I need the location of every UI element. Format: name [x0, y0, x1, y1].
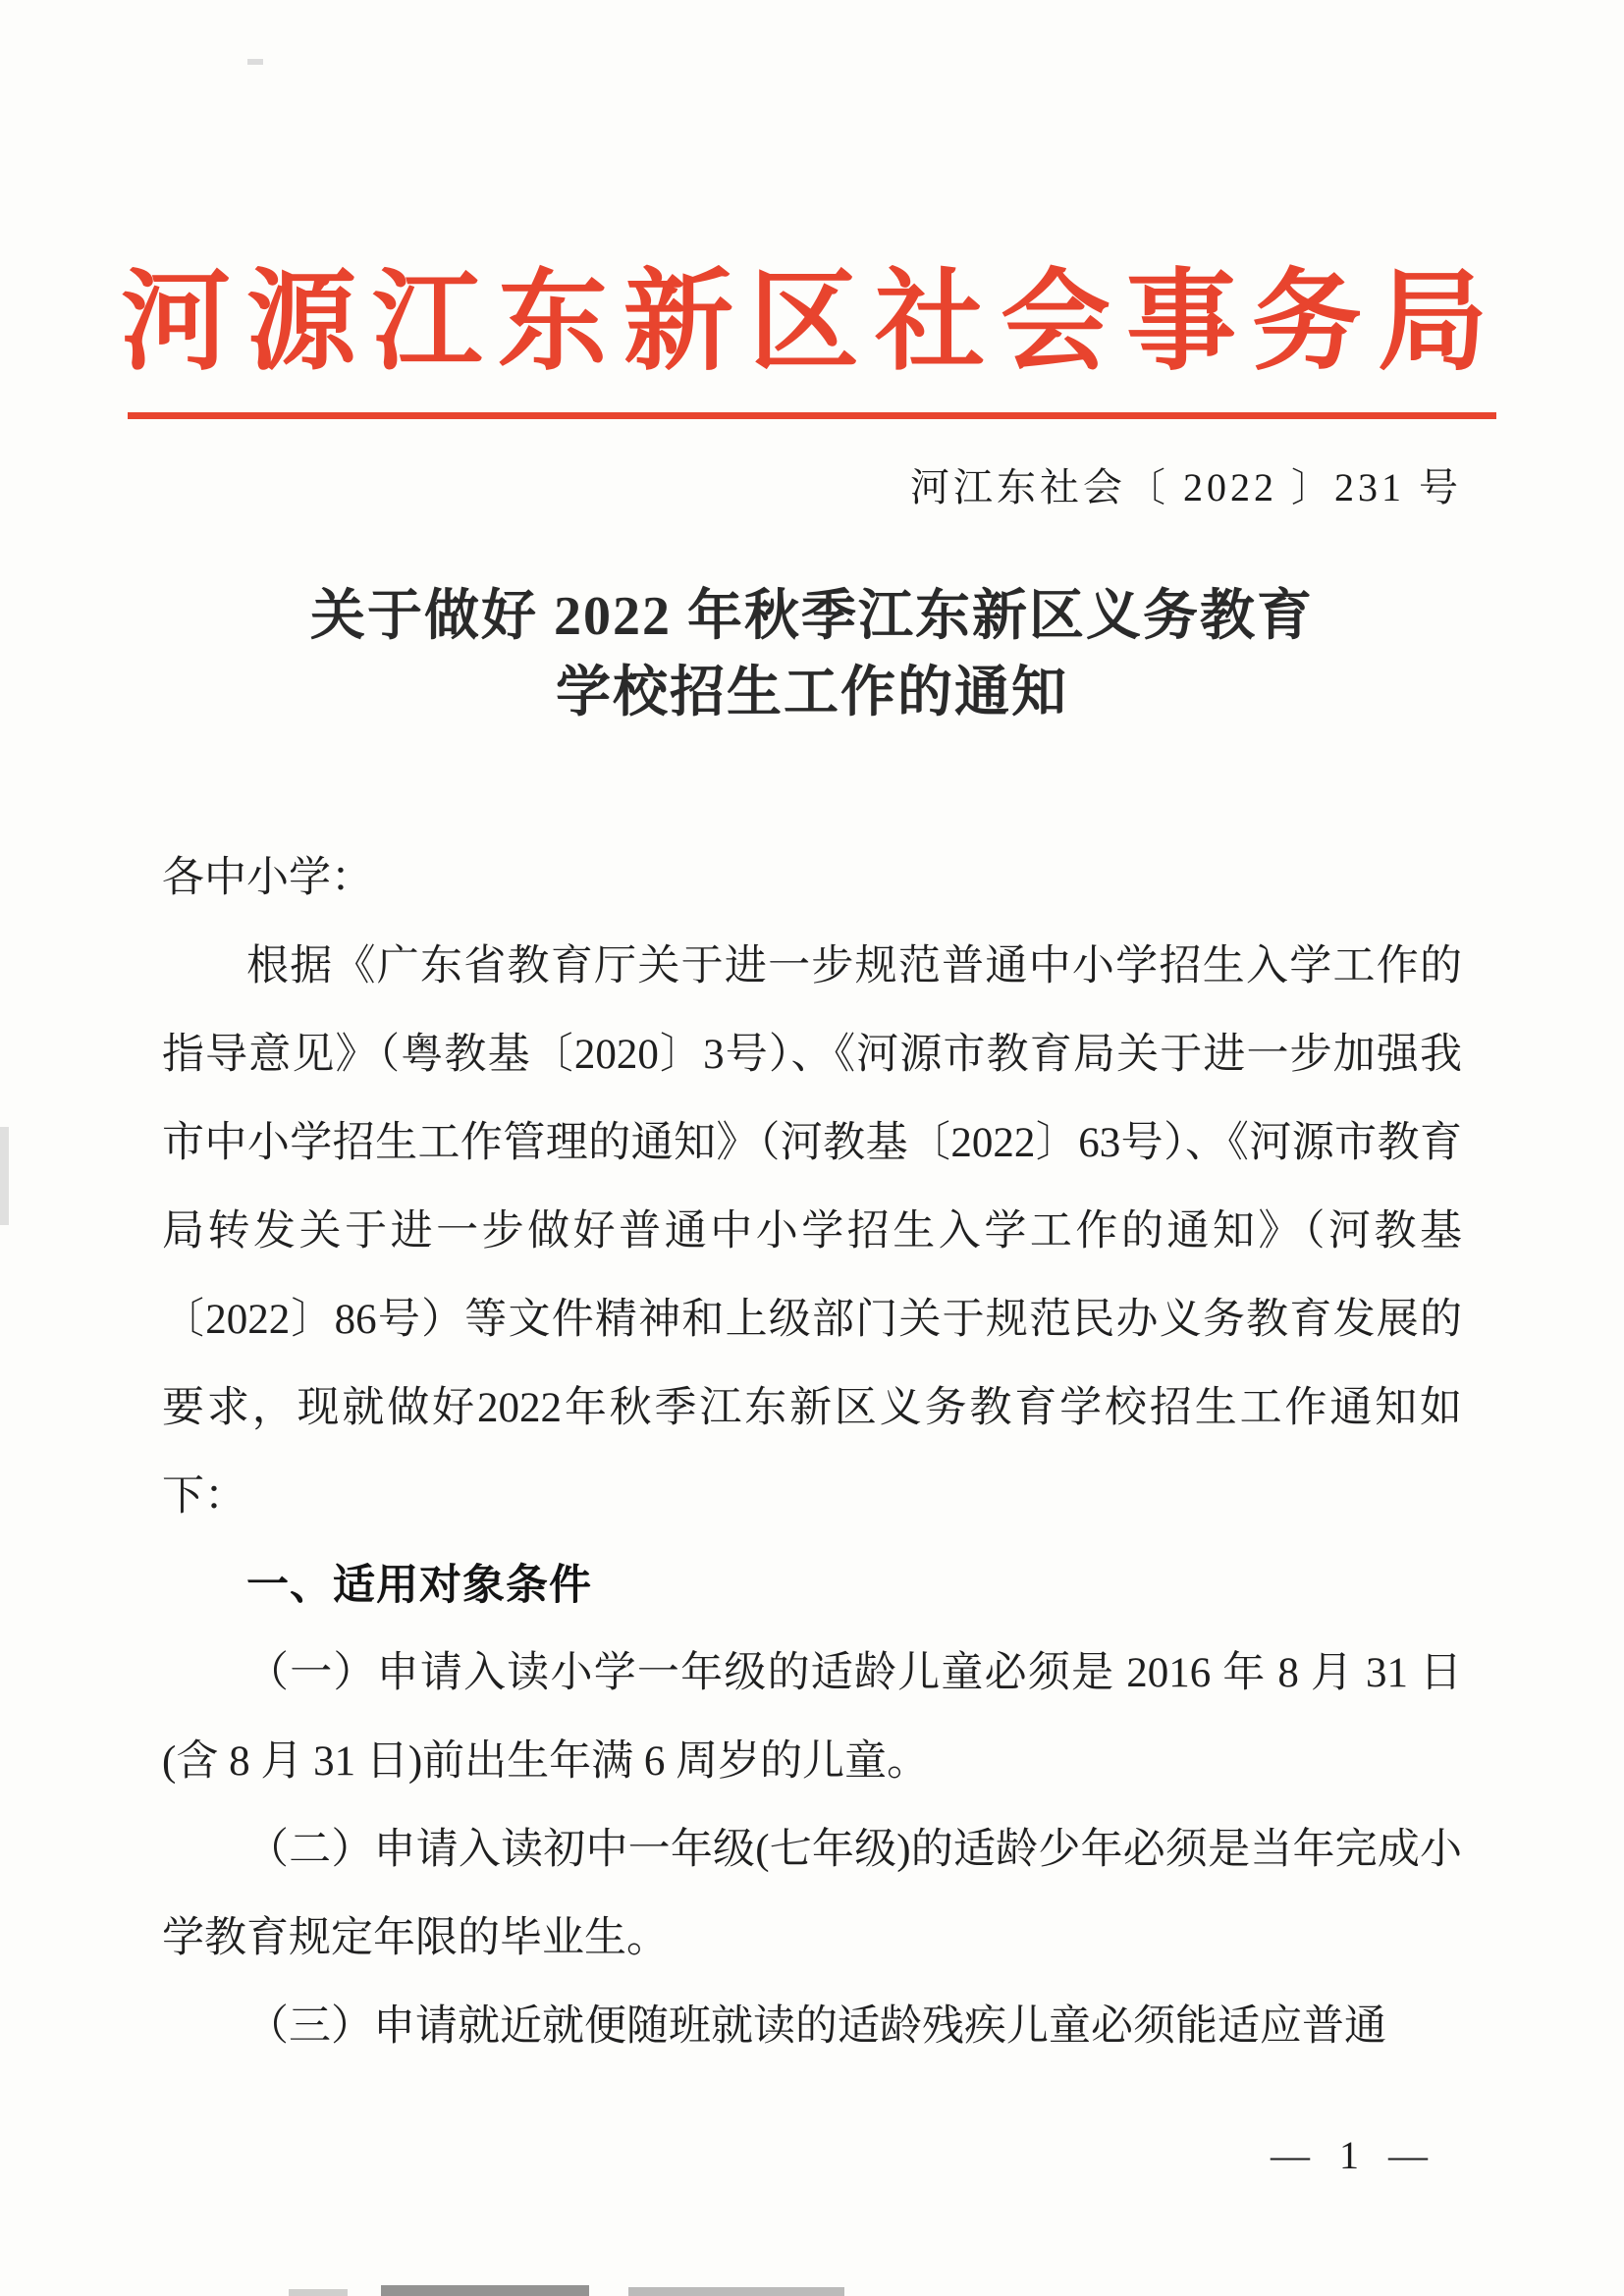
condition-item-2: （二）申请入读初中一年级(七年级)的适龄少年必须是当年完成小学教育规定年限的毕业生。	[162, 1826, 1462, 1961]
salutation: 各中小学：	[162, 854, 373, 901]
condition-item-3: （三）申请就近就便随班就读的适龄残疾儿童必须能适应普通	[246, 2002, 1386, 2050]
scan-artifact-left-strip	[0, 1127, 9, 1225]
document-reference-number: 河江东社会〔 2022 〕231 号	[910, 465, 1462, 510]
section1-heading: 一、适用对象条件	[246, 1561, 592, 1609]
document-title	[162, 579, 1462, 731]
scan-artifact-bottom-smudge	[628, 2287, 844, 2296]
page-number: — 1 —	[1271, 2133, 1437, 2177]
document-body	[162, 834, 1462, 2071]
header-divider-line	[128, 412, 1496, 419]
agency-header-title: 河源江东新区社会事务局	[121, 262, 1503, 384]
condition-item-1: （一）申请入读小学一年级的适龄儿童必须是 2016 年 8 月 31 日(含 8 月 31 日)前出生年满 6 周岁的儿童。	[162, 1649, 1462, 1785]
document-title-line2: 学校招生工作的通知	[556, 662, 1068, 723]
scan-artifact-bottom-smudge	[381, 2285, 589, 2296]
intro-paragraph: 根据《广东省教育厅关于进一步规范普通中小学招生入学工作的指导意见》（粤教基〔2020〕3号）、《河源市教育局关于进一步加强我市中小学招生工作管理的通知》（河教基〔2022〕63号）、《河源市教育局转发关于进一步做好普通中小学招生入学工作的通知》（河教基〔2022〕86号）等文件精神和上级部门关于规范民办义务教育发展的要求，现就做好2022年秋季江东新区义务教育学校招生工作通知如下：	[162, 942, 1462, 1520]
document-title-line1: 关于做好 2022 年秋季江东新区义务教育	[310, 586, 1314, 648]
scan-artifact-speck	[247, 59, 263, 65]
scan-artifact-bottom-smudge	[289, 2289, 348, 2296]
